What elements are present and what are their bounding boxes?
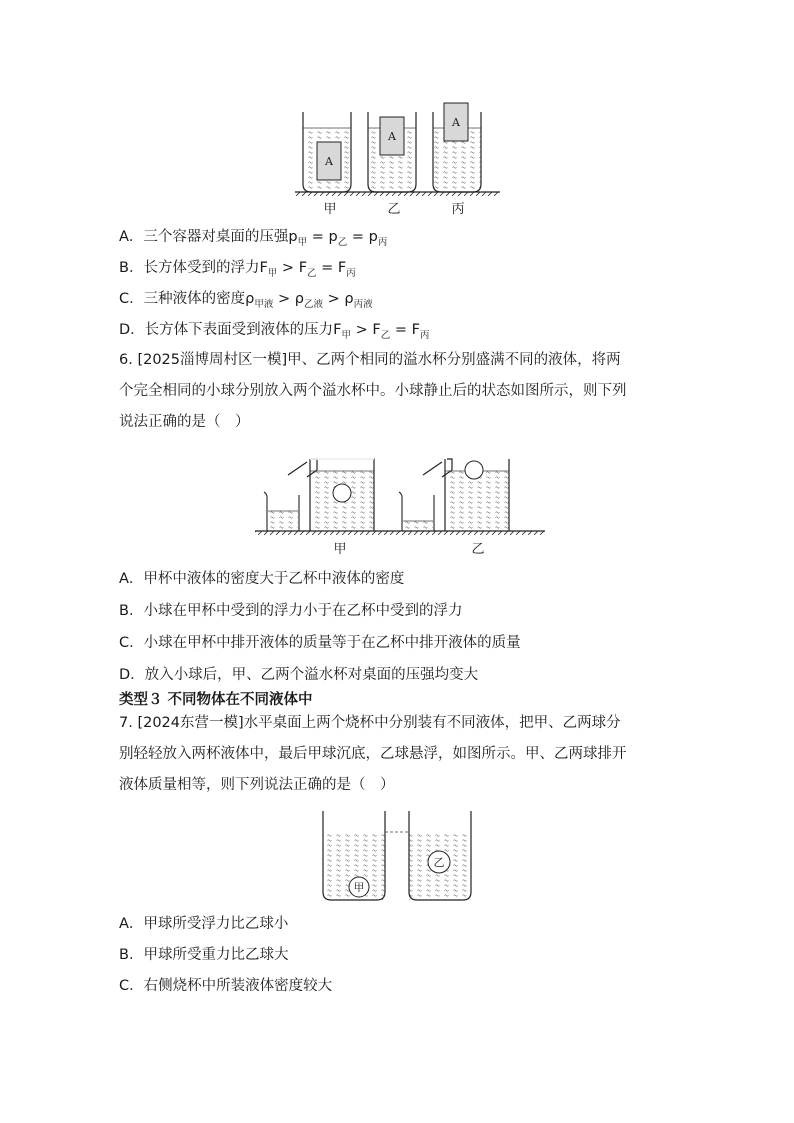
block-a-label: A (325, 155, 333, 168)
figure-overflow-cups (252, 445, 548, 560)
q5-option-a: A．三个容器对桌面的压强$p_甲 = p_乙 = p_丙$ (119, 229, 388, 248)
caption-jia: 甲 (333, 542, 347, 557)
q7-option-a: A．甲球所受浮力比乙球小 (119, 916, 289, 932)
overflow-cup-yi (399, 459, 509, 531)
q6-stem-line: 个完全相同的小球分别放入两个溢水杯中。小球静止后的状态如图所示，则下列 (119, 383, 627, 399)
figure-two-beakers (318, 808, 478, 904)
ball-yi-label: 乙 (433, 856, 445, 869)
q6-option-c: C．小球在甲杯中排开液体的质量等于在乙杯中排开液体的质量 (119, 635, 521, 651)
q5-option-b: B．长方体受到的浮力$F_甲 > F_乙 = F_丙$ (119, 260, 356, 279)
q6-option-d: D．放入小球后，甲、乙两个溢水杯对桌面的压强均变大 (119, 667, 479, 683)
container-bing (433, 103, 481, 192)
q7-option-b: B．甲球所受重力比乙球大 (119, 947, 289, 963)
ball (333, 484, 351, 502)
q5-option-c: C．三种液体的密度$\rho_{甲液} > \rho_{乙液} > \rho_{丙液}$ (119, 291, 373, 310)
q6-option-a: A．甲杯中液体的密度大于乙杯中液体的密度 (119, 571, 405, 587)
q6-stem-line: 6. [2025淄博周村区一模]甲、乙两个相同的溢水杯分别盛满不同的液体，将两 (119, 352, 621, 368)
section-heading: 类型３ 不同物体在不同液体中 (119, 692, 313, 708)
ball (465, 461, 483, 479)
block-a-label: A (452, 116, 460, 129)
q7-stem-line: 别轻轻放入两杯液体中，最后甲球沉底，乙球悬浮，如图所示。甲、乙两球排开 (119, 746, 627, 762)
q7-stem-line: 7. [2024东营一模]水平桌面上两个烧杯中分别装有不同液体，把甲、乙两球分 (119, 715, 621, 731)
figure-three-containers (290, 100, 505, 218)
container-jia (303, 112, 351, 192)
container-yi (368, 112, 416, 192)
ball-jia-label: 甲 (353, 881, 365, 894)
caption-jia: 甲 (323, 202, 337, 217)
caption-bing: 丙 (451, 202, 465, 217)
caption-yi: 乙 (387, 202, 401, 217)
beaker-right (409, 811, 471, 900)
caption-yi: 乙 (471, 542, 485, 557)
q7-stem (119, 708, 689, 801)
q6-option-b: B．小球在甲杯中受到的浮力小于在乙杯中受到的浮力 (119, 603, 463, 619)
block-a-label: A (388, 130, 396, 143)
q5-option-d: D．长方体下表面受到液体的压力$F_甲 > F_乙 = F_丙$ (119, 322, 430, 341)
q6-stem-line: 说法正确的是（ ） (119, 414, 250, 430)
table-surface (295, 192, 500, 196)
beaker-left (323, 811, 385, 900)
q6-stem (119, 345, 689, 438)
overflow-cup-jia (264, 459, 374, 531)
q7-stem-line: 液体质量相等，则下列说法正确的是（ ） (119, 777, 395, 793)
q7-option-c: C．右侧烧杯中所装液体密度较大 (119, 978, 333, 994)
